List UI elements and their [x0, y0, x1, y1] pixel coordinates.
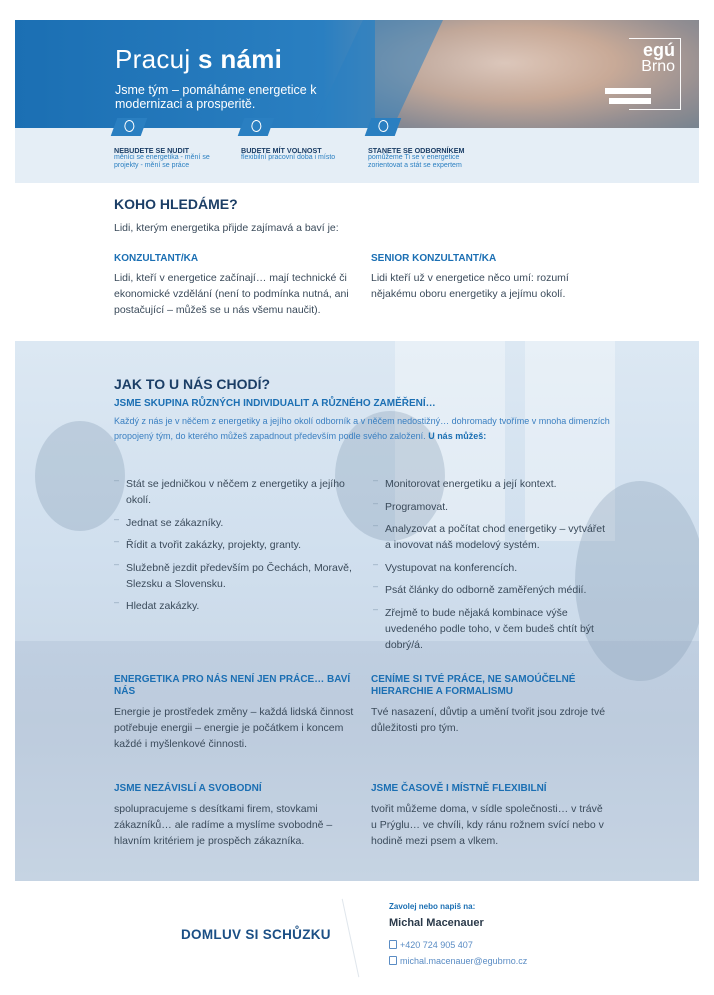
- features-strip: NEBUDETE SE NUDIT měníci se energetika - mění se projekty - mění se práce BUDETE MÍT VOLNOST flexibilní pracovní doba i místo STANETE SE ODBORNÍKEM pomůžeme Ti se v energetice zorientovat a stát se expertem: [15, 128, 699, 183]
- list-item: – Zřejmě to bude nějaká kombinace výše uvedeného podle toho, v čem budeš chtít být dobrý/á.: [373, 605, 613, 653]
- block-text: tvořit můžeme doma, v sídle společnosti… v trávě u Prýglu… ve chvíli, kdy ránu rožnem svící nebo v hodině mezi psem a vlkem.: [371, 803, 604, 847]
- section-heading-jak: JAK TO U NÁS CHODÍ?: [114, 376, 271, 392]
- contact-name: Michal Macenauer: [389, 917, 484, 929]
- footer-divider: [342, 899, 360, 977]
- role-text-konzultant: Lidi, kteří v energetice začínají… mají technické či ekonomické vzdělání (není to podmínka nutná, ani postačující – můžeš se u nás všemu naučit).: [114, 272, 349, 316]
- email-icon: [389, 956, 397, 965]
- block-text: spolupracujeme s desítkami firem, stovkami zákazníků… ale radíme a myslíme svobodně – hlavním kritériem je prospěch zákazníka.: [114, 803, 333, 847]
- block-title: JSME NEZÁVISLÍ A SVOBODNÍ: [114, 783, 262, 794]
- list-item: – Programovat.: [373, 499, 613, 515]
- role-text-senior: Lidi kteří už v energetice něco umí: rozumí nějakému oboru energetiky a jejímu okolí.: [371, 272, 569, 300]
- cta-meeting: DOMLUV SI SCHŮZKU: [181, 927, 331, 942]
- lightbulb-icon: [111, 118, 148, 136]
- block-title: JSME ČASOVĚ I MÍSTNĚ FLEXIBILNÍ: [371, 783, 547, 794]
- list-item: – Stát se jedničkou v něčem z energetiky a jejího okolí.: [114, 476, 354, 508]
- hand-pointer-icon: [365, 118, 402, 136]
- hero-banner: [15, 20, 699, 128]
- section-heading-koho: KOHO HLEDÁME?: [114, 196, 238, 212]
- phone-icon: [389, 940, 397, 949]
- page-title: Pracuj s námi: [115, 44, 283, 74]
- list-item: – Hledat zakázky.: [114, 598, 354, 614]
- page-subtitle: Jsme tým – pomáháme energetice k modernizaci a prosperitě.: [115, 83, 317, 111]
- block-text: Energie je prostředek změny – každá lidská činnost potřebuje energii – energie je počátkem i koncem každé i myšlenkové činnosti.: [114, 706, 354, 750]
- skills-list-left: [114, 476, 354, 621]
- contact-email[interactable]: michal.macenauer@egubrno.cz: [389, 956, 527, 966]
- list-item: – Analyzovat a počítat chod energetiky – vytvářet a inovovat náš modelový systém.: [373, 521, 613, 553]
- list-item: – Psát články do odborně zaměřených médií.: [373, 582, 613, 598]
- block-title: CENÍME SI TVÉ PRÁCE, NE SAMOÚČELNÉ HIERARCHIE A FORMALISMU: [371, 674, 576, 697]
- list-item: – Jednat se zákazníky.: [114, 515, 354, 531]
- koho-intro: Lidi, kterým energetika přijde zajímavá a baví je:: [114, 222, 339, 234]
- block-title: ENERGETIKA PRO NÁS NENÍ JEN PRÁCE… BAVÍ NÁS: [114, 674, 351, 697]
- egu-brno-logo: egú Brno: [605, 38, 681, 110]
- hand-icon: [238, 118, 275, 136]
- list-item: – Služebně jezdit především po Čechách, Moravě, Slezsku a Slovensku.: [114, 560, 354, 592]
- list-item: – Monitorovat energetiku a její kontext.: [373, 476, 613, 492]
- list-item: – Řídit a tvořit zakázky, projekty, granty.: [114, 537, 354, 553]
- jak-subheading: JSME SKUPINA RŮZNÝCH INDIVIDUALIT A RŮZNÉHO ZAMĚŘENÍ…: [114, 398, 436, 409]
- list-item: – Vystupovat na konferencích.: [373, 560, 613, 576]
- block-text: Tvé nasazení, důvtip a umění tvořit jsou zdroje tvé důležitosti pro tým.: [371, 706, 606, 734]
- contact-label: Zavolej nebo napiš na:: [389, 902, 476, 911]
- role-title-senior: SENIOR KONZULTANT/KA: [371, 253, 497, 264]
- skills-list-right: [373, 476, 613, 659]
- jak-intro: Každý z nás je v něčem z energetiky a jejího okolí odborník a v něčem nedostižný… dohromady tvoříme v mnoha dimenzích propojený tým, do kterého můžeš zapadnout především podle svého založení. U nás můžeš:: [114, 416, 610, 441]
- role-title-konzultant: KONZULTANT/KA: [114, 253, 199, 264]
- contact-phone[interactable]: +420 724 905 407: [389, 940, 473, 950]
